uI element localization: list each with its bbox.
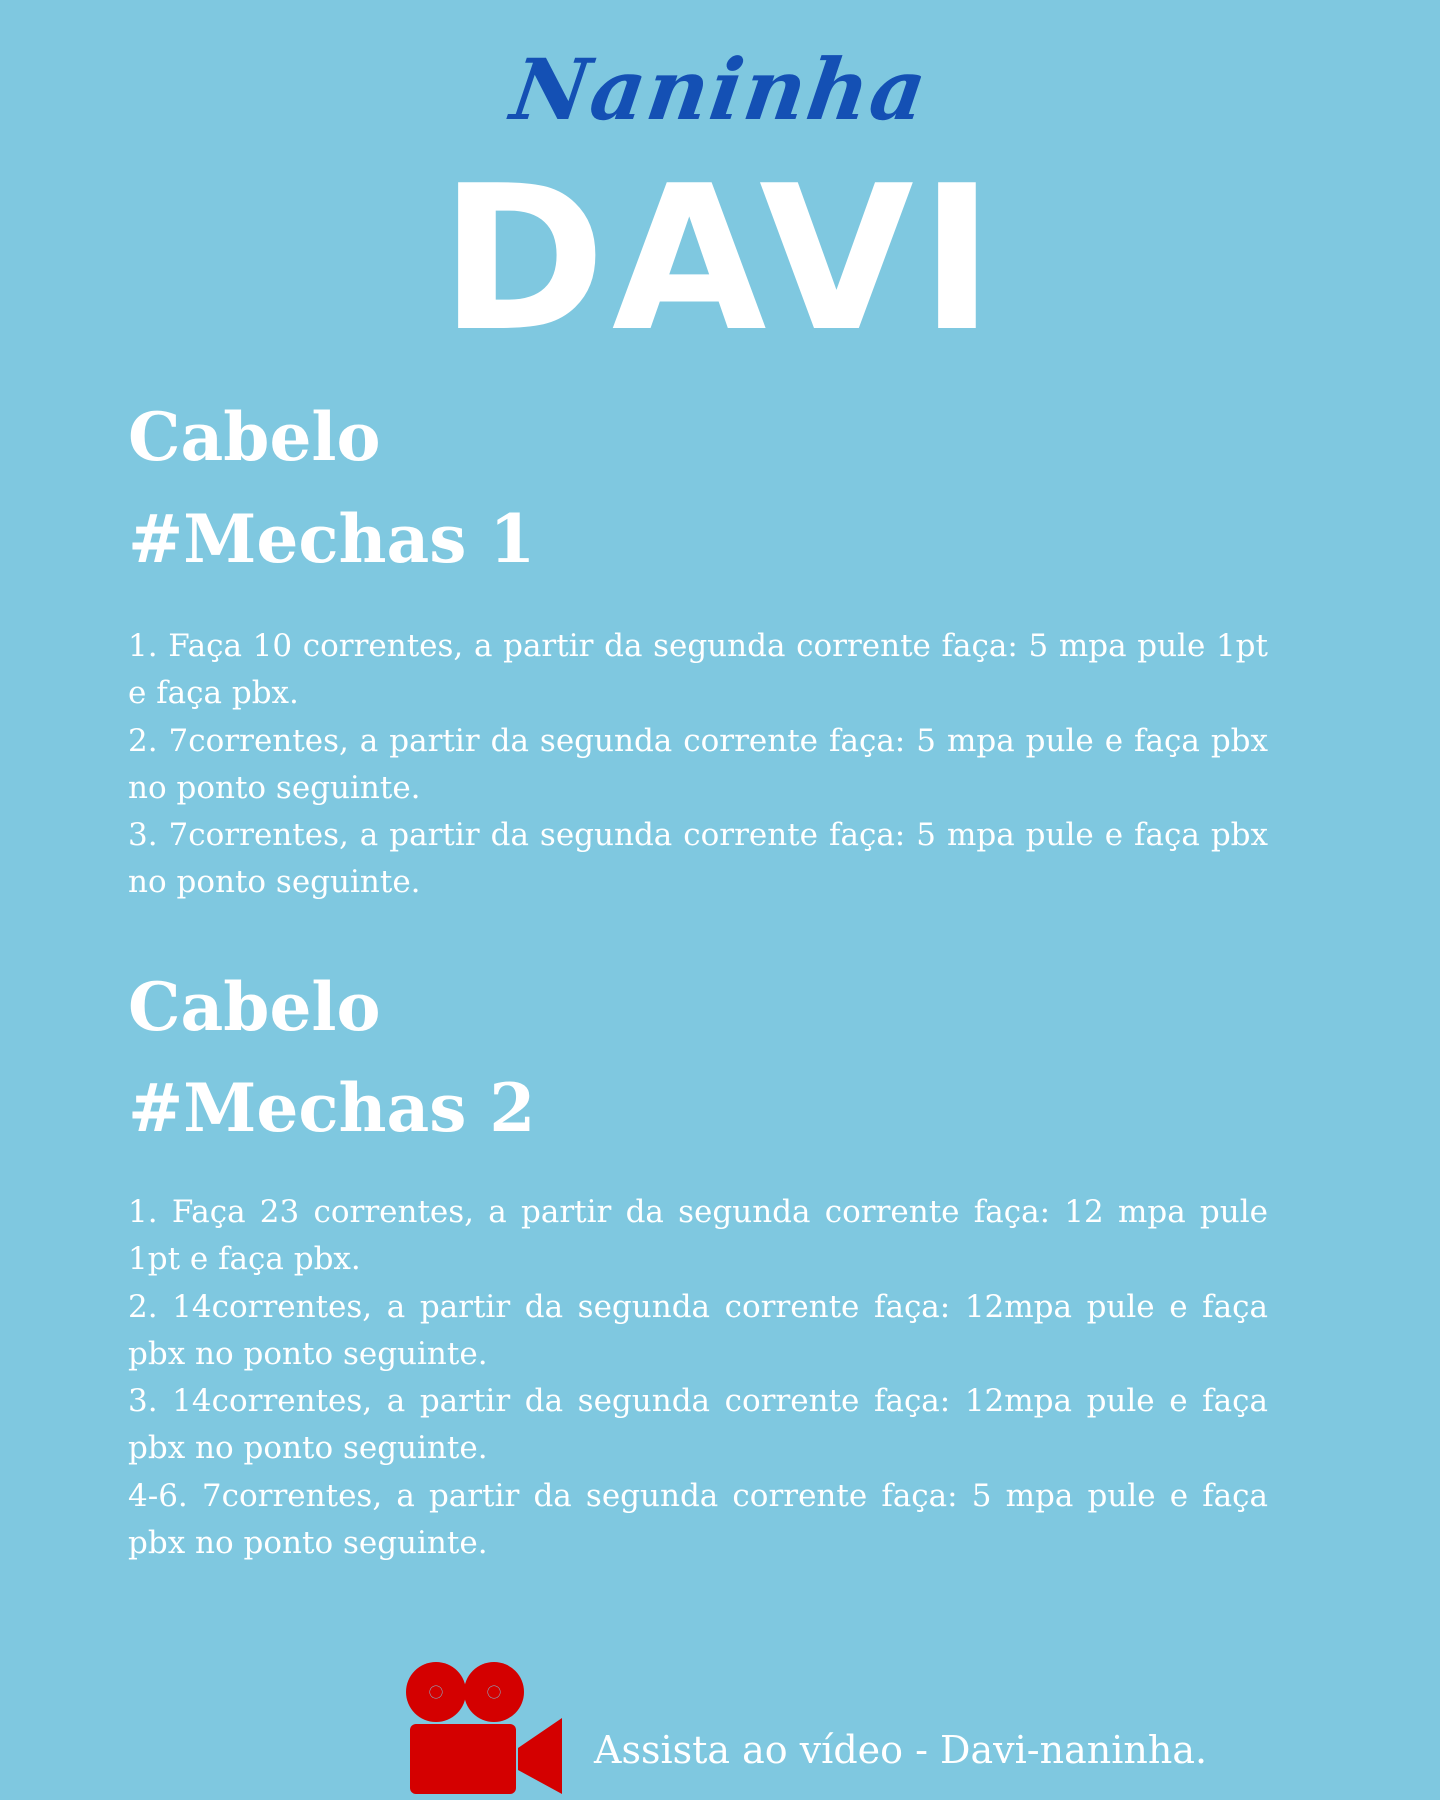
section1-step-2: 2. 7correntes, a partir da segunda corrente faça: 5 mpa pule e faça pbx no ponto seguinte. [128, 722, 1268, 806]
section2-step-3: 3. 14correntes, a partir da segunda corrente faça: 12mpa pule e faça pbx no ponto seguinte. [128, 1383, 1268, 1467]
section2-step-4: 4-6. 7correntes, a partir da segunda corrente faça: 5 mpa pule e faça pbx no ponto seguinte. [128, 1477, 1268, 1562]
section2-step-1: 1. Faça 23 correntes, a partir da segunda corrente faça: 12 mpa pule 1pt e faça pbx. [128, 1194, 1268, 1278]
section1-heading-cabelo: Cabelo [128, 398, 381, 476]
footer [0, 1650, 1440, 1800]
video-camera-icon [398, 1660, 562, 1796]
section1-step-3: 3. 7correntes, a partir da segunda corrente faça: 5 mpa pule e faça pbx no ponto seguinte. [128, 817, 1268, 901]
big-title: DAVI [439, 143, 1001, 376]
section2-steps [128, 1189, 1268, 1567]
section2-heading-mechas: #Mechas 2 [128, 1069, 536, 1147]
section2-heading-cabelo: Cabelo [128, 968, 381, 1046]
section1-heading-mechas: #Mechas 1 [128, 500, 536, 578]
script-title: Naninha [505, 40, 935, 139]
section2-step-2: 2. 14correntes, a partir da segunda corrente faça: 12mpa pule e faça pbx no ponto seguinte. [128, 1288, 1268, 1372]
section1-steps [128, 623, 1268, 907]
section1-step-1: 1. Faça 10 correntes, a partir da segunda corrente faça: 5 mpa pule 1pt e faça pbx. [128, 628, 1268, 712]
header [0, 0, 1440, 376]
watch-video-text: Assista ao vídeo - Davi-naninha. [594, 1728, 1208, 1772]
